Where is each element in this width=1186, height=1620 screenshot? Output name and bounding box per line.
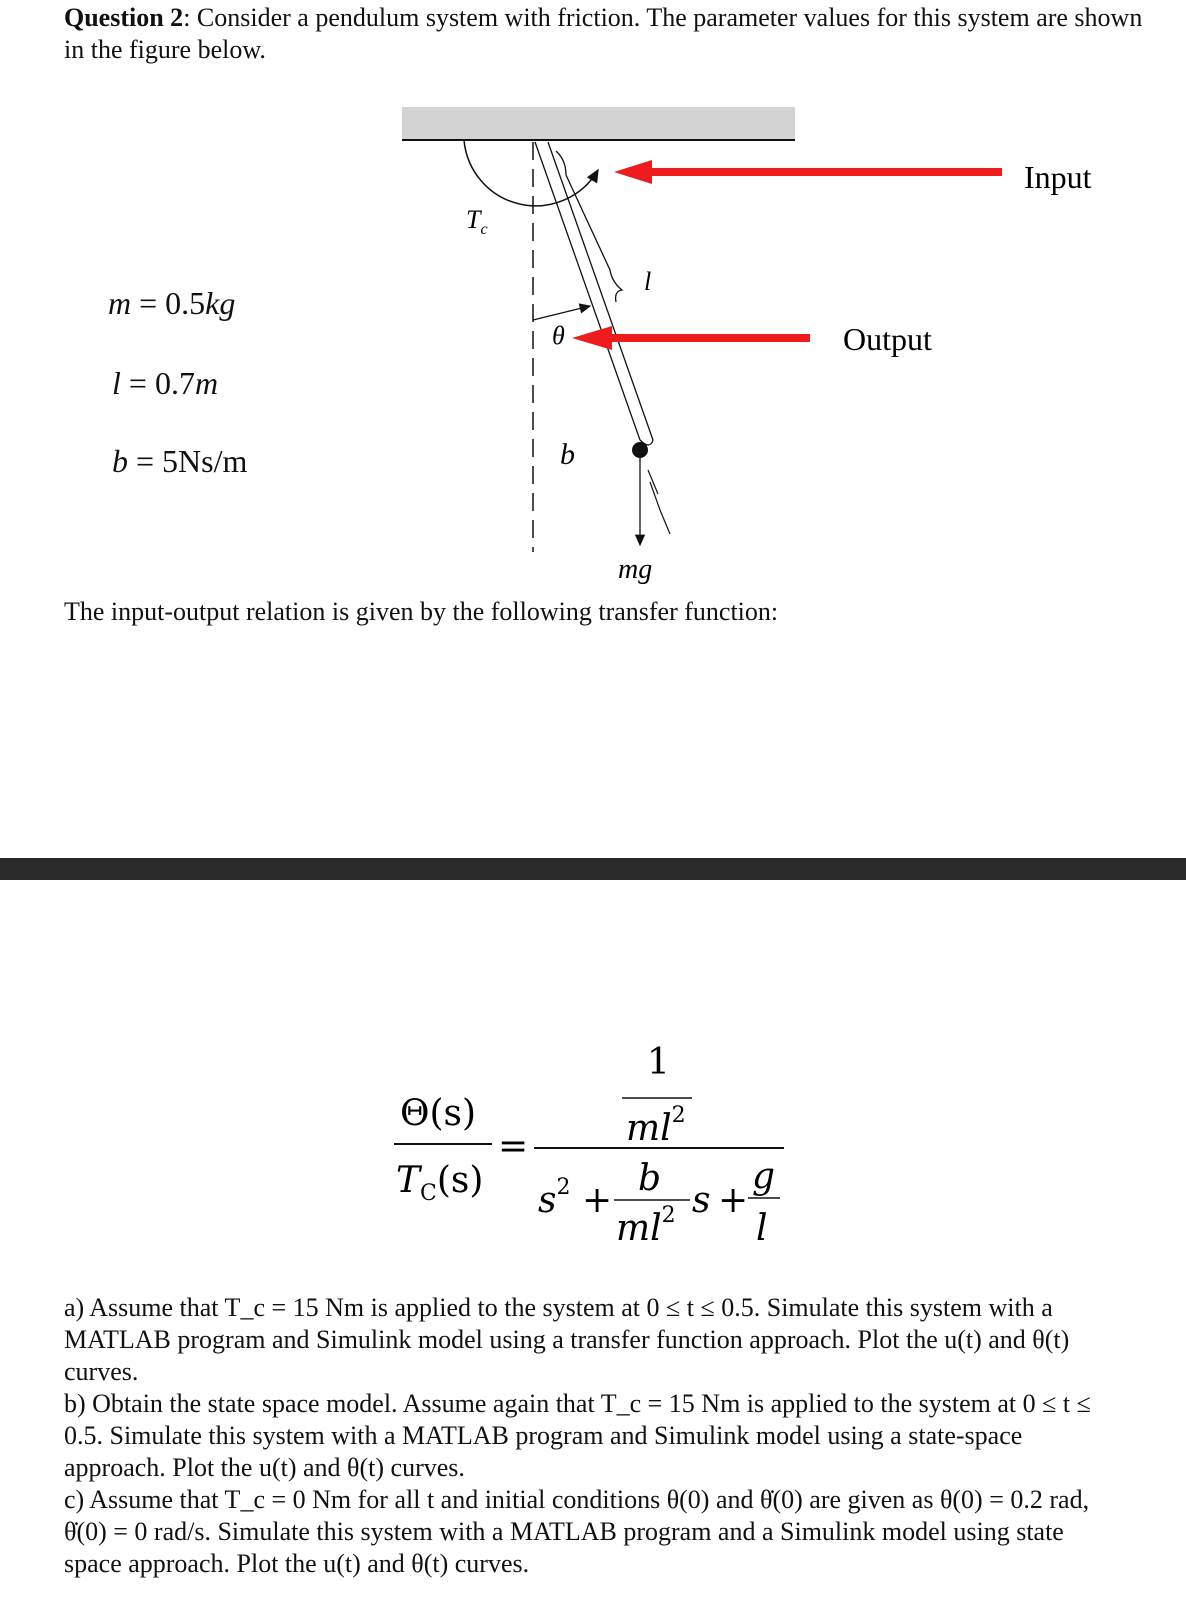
output-label: Output (843, 321, 932, 357)
input-label: Input (1024, 159, 1092, 195)
tf-den-l: l (756, 1208, 768, 1249)
part-c: c) Assume that T_c = 0 Nm for all t and initial conditions θ(0) and θ̇(0) are given as θ(0) = 0.2 rad, θ̇(0) = 0 rad/s. Simulate this system with a MATLAB program and a Simulink model using state space approach. Plot the u(t) and θ(t) curves. (64, 1485, 1090, 1578)
tf-den-plus2: + (718, 1180, 749, 1221)
transfer-function (0, 1040, 1186, 1260)
tc-label: $T_c$ (466, 205, 488, 238)
rod-right (548, 142, 653, 440)
mg-label: mg (618, 554, 653, 585)
theta-label: θ (552, 321, 565, 350)
transfer-function-intro: The input-output relation is given by the following transfer function: (64, 597, 779, 626)
question-parts (64, 1292, 1124, 1580)
length-brace (556, 151, 622, 302)
tf-equals: = (498, 1126, 529, 1167)
pendulum-diagram (0, 0, 1186, 600)
tf-lhs-denominator: $T_C(s)$ (396, 1160, 484, 1206)
tf-num-one: 1 (647, 1042, 670, 1083)
part-b: b) Obtain the state space model. Assume again that T_c = 15 Nm is applied to the system at 0 ≤ t ≤ 0.5. Simulate this system with a MATLAB program and Simulink model using a state-space approach. Plot the u(t) and θ(t) curves. (64, 1389, 1091, 1482)
input-arrow (614, 160, 1002, 184)
output-arrow (572, 326, 810, 350)
tf-den-g: g (752, 1156, 776, 1197)
part-a: a) Assume that T_c = 15 Nm is applied to the system at 0 ≤ t ≤ 0.5. Simulate this system with a MATLAB program and Simulink model using a transfer function approach. Plot the u(t) and θ(t) curves. (64, 1293, 1070, 1386)
ceiling (402, 107, 795, 140)
tf-den-ml2: $ml^2$ (616, 1203, 676, 1249)
tf-den-plus1: + (582, 1180, 613, 1221)
param-mass: m = 0.5kg (108, 285, 236, 321)
tf-den-s2: $s^2$ (538, 1175, 571, 1221)
question-body: : Consider a pendulum system with friction. The parameter values for this system are shown in the figure below. (64, 3, 1143, 64)
tf-den-b: b (638, 1158, 662, 1199)
tf-num-ml2: $ml^2$ (626, 1103, 686, 1149)
rod-left (535, 142, 640, 440)
torque-arc (464, 140, 598, 206)
pendulum-bob (632, 442, 648, 458)
theta-arrow (533, 306, 590, 320)
b-label: b (560, 438, 575, 471)
question-label: Question 2 (64, 3, 184, 32)
tf-den-s: s (692, 1180, 711, 1221)
param-damping: b = 5Ns/m (112, 443, 248, 479)
param-length: l = 0.7m (112, 365, 219, 401)
length-label: l (644, 267, 652, 296)
tf-lhs-numerator: Θ(s) (400, 1093, 477, 1134)
separator-band (0, 858, 1186, 880)
